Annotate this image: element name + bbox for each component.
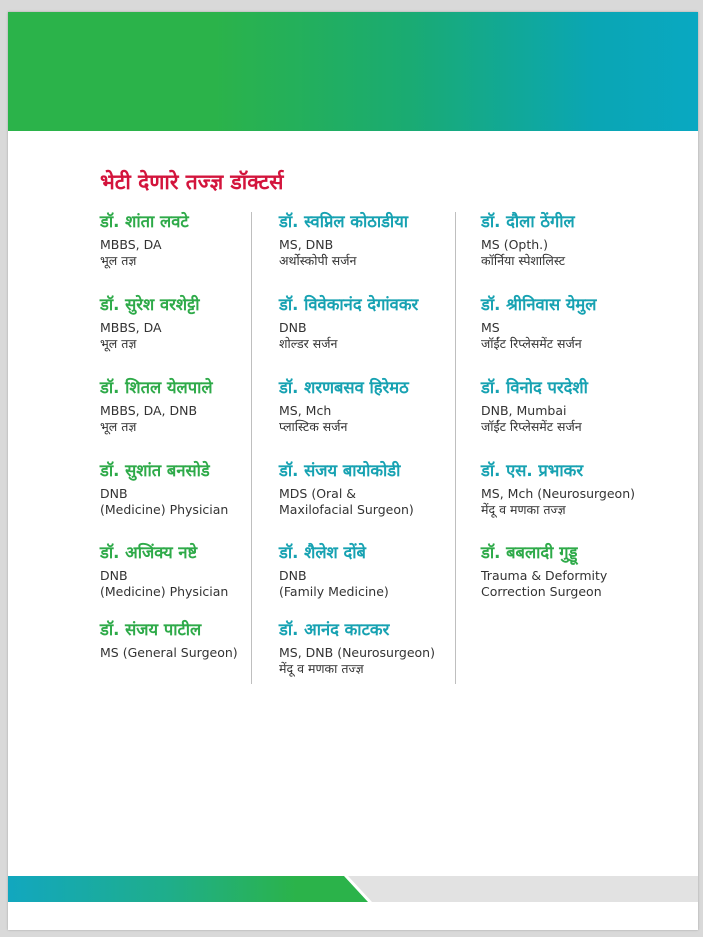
- doctor-card: [100, 461, 300, 518]
- doctor-specialty: भूल तज्ञ: [100, 336, 137, 351]
- doctor-card: [100, 543, 300, 600]
- doctor-specialty: प्लास्टिक सर्जन: [279, 419, 348, 434]
- doctor-qualification: DNB: [279, 320, 307, 335]
- footer-band-green: [8, 876, 368, 902]
- doctor-qualification: Trauma & Deformity: [481, 568, 608, 583]
- doctor-card: [481, 295, 681, 352]
- doctor-name: डॉ. सुशांत बनसोडे: [100, 461, 210, 480]
- doctor-card: [481, 543, 681, 600]
- doctor-card: [279, 461, 479, 518]
- doctor-card: [279, 620, 479, 677]
- brochure-page: [8, 12, 698, 930]
- doctor-name: डॉ. संजय बायोकोडी: [279, 461, 401, 480]
- doctor-qualification: MBBS, DA: [100, 237, 162, 252]
- doctor-qualification: MS, DNB: [279, 237, 334, 252]
- doctor-specialty: शोल्डर सर्जन: [279, 336, 338, 351]
- doctor-name: डॉ. एस. प्रभाकर: [481, 461, 584, 480]
- doctor-specialty: भूल तज्ञ: [100, 253, 137, 268]
- doctor-qualification: DNB: [100, 568, 128, 583]
- top-banner: [8, 12, 698, 131]
- doctor-qualification: MBBS, DA: [100, 320, 162, 335]
- doctor-qualification: DNB, Mumbai: [481, 403, 567, 418]
- doctor-qualification: MS: [481, 320, 500, 335]
- doctor-qualification: MS, Mch (Neurosurgeon): [481, 486, 635, 501]
- doctor-card: [481, 212, 681, 269]
- doctor-name: डॉ. बबलादी गुड्डू: [481, 543, 578, 562]
- doctor-specialty: जॉईंट रिप्लेसमेंट सर्जन: [481, 336, 582, 351]
- doctor-name: डॉ. शितल येलपाले: [100, 378, 213, 397]
- doctor-specialty: (Medicine) Physician: [100, 502, 229, 517]
- doctor-qualification: DNB: [100, 486, 128, 501]
- doctor-card: [279, 378, 479, 435]
- doctor-qualification: DNB: [279, 568, 307, 583]
- doctor-specialty: जॉईंट रिप्लेसमेंट सर्जन: [481, 419, 582, 434]
- doctor-qualification: MDS (Oral &: [279, 486, 357, 501]
- page-heading: भेटी देणारे तज्ज्ञ डॉक्टर्स: [100, 170, 284, 194]
- doctor-qualification: MS (General Surgeon): [100, 645, 238, 660]
- doctor-name: डॉ. सुरेश वरशेट्टी: [100, 295, 200, 314]
- doctor-name: डॉ. आनंद काटकर: [279, 620, 390, 639]
- doctor-specialty: भूल तज्ञ: [100, 419, 137, 434]
- column-divider: [251, 212, 252, 684]
- doctor-qualification: MS (Opth.): [481, 237, 549, 252]
- doctor-qualification: MS, DNB (Neurosurgeon): [279, 645, 435, 660]
- doctor-card: [279, 295, 479, 352]
- doctor-name: डॉ. विवेकानंद देगांवकर: [279, 295, 419, 314]
- doctor-specialty: अर्थोस्कोपी सर्जन: [279, 253, 357, 268]
- doctor-specialty: मेंदू व मणका तज्ज्ञ: [481, 502, 566, 517]
- doctor-card: [100, 378, 300, 435]
- doctor-card: [481, 461, 681, 518]
- doctor-name: डॉ. स्वप्निल कोठाडीया: [279, 212, 409, 231]
- doctor-card: [100, 212, 300, 269]
- doctor-name: डॉ. अजिंक्य नष्टे: [100, 543, 198, 562]
- doctor-card: [481, 378, 681, 435]
- column-divider: [455, 212, 456, 684]
- doctor-specialty: (Medicine) Physician: [100, 584, 229, 599]
- doctor-name: डॉ. शैलेश दोंबे: [279, 543, 366, 562]
- doctor-card: [279, 543, 479, 600]
- doctor-name: डॉ. संजय पाटील: [100, 620, 202, 639]
- doctor-name: डॉ. दौला ठेंगील: [481, 212, 575, 231]
- doctor-qualification: MBBS, DA, DNB: [100, 403, 198, 418]
- doctor-card: [100, 620, 300, 661]
- doctor-specialty: Maxilofacial Surgeon): [279, 502, 414, 517]
- doctor-specialty: कॉर्निया स्पेशालिस्ट: [481, 253, 566, 268]
- doctor-specialty: Correction Surgeon: [481, 584, 602, 599]
- doctor-specialty: (Family Medicine): [279, 584, 389, 599]
- doctor-name: डॉ. श्रीनिवास येमुल: [481, 295, 597, 314]
- doctor-name: डॉ. विनोद परदेशी: [481, 378, 588, 397]
- doctor-name: डॉ. शांता लवटे: [100, 212, 189, 231]
- doctor-specialty: मेंदू व मणका तज्ज्ञ: [279, 661, 364, 676]
- doctor-card: [100, 295, 300, 352]
- doctor-card: [279, 212, 479, 269]
- doctor-name: डॉ. शरणबसव हिरेमठ: [279, 378, 409, 397]
- doctor-qualification: MS, Mch: [279, 403, 332, 418]
